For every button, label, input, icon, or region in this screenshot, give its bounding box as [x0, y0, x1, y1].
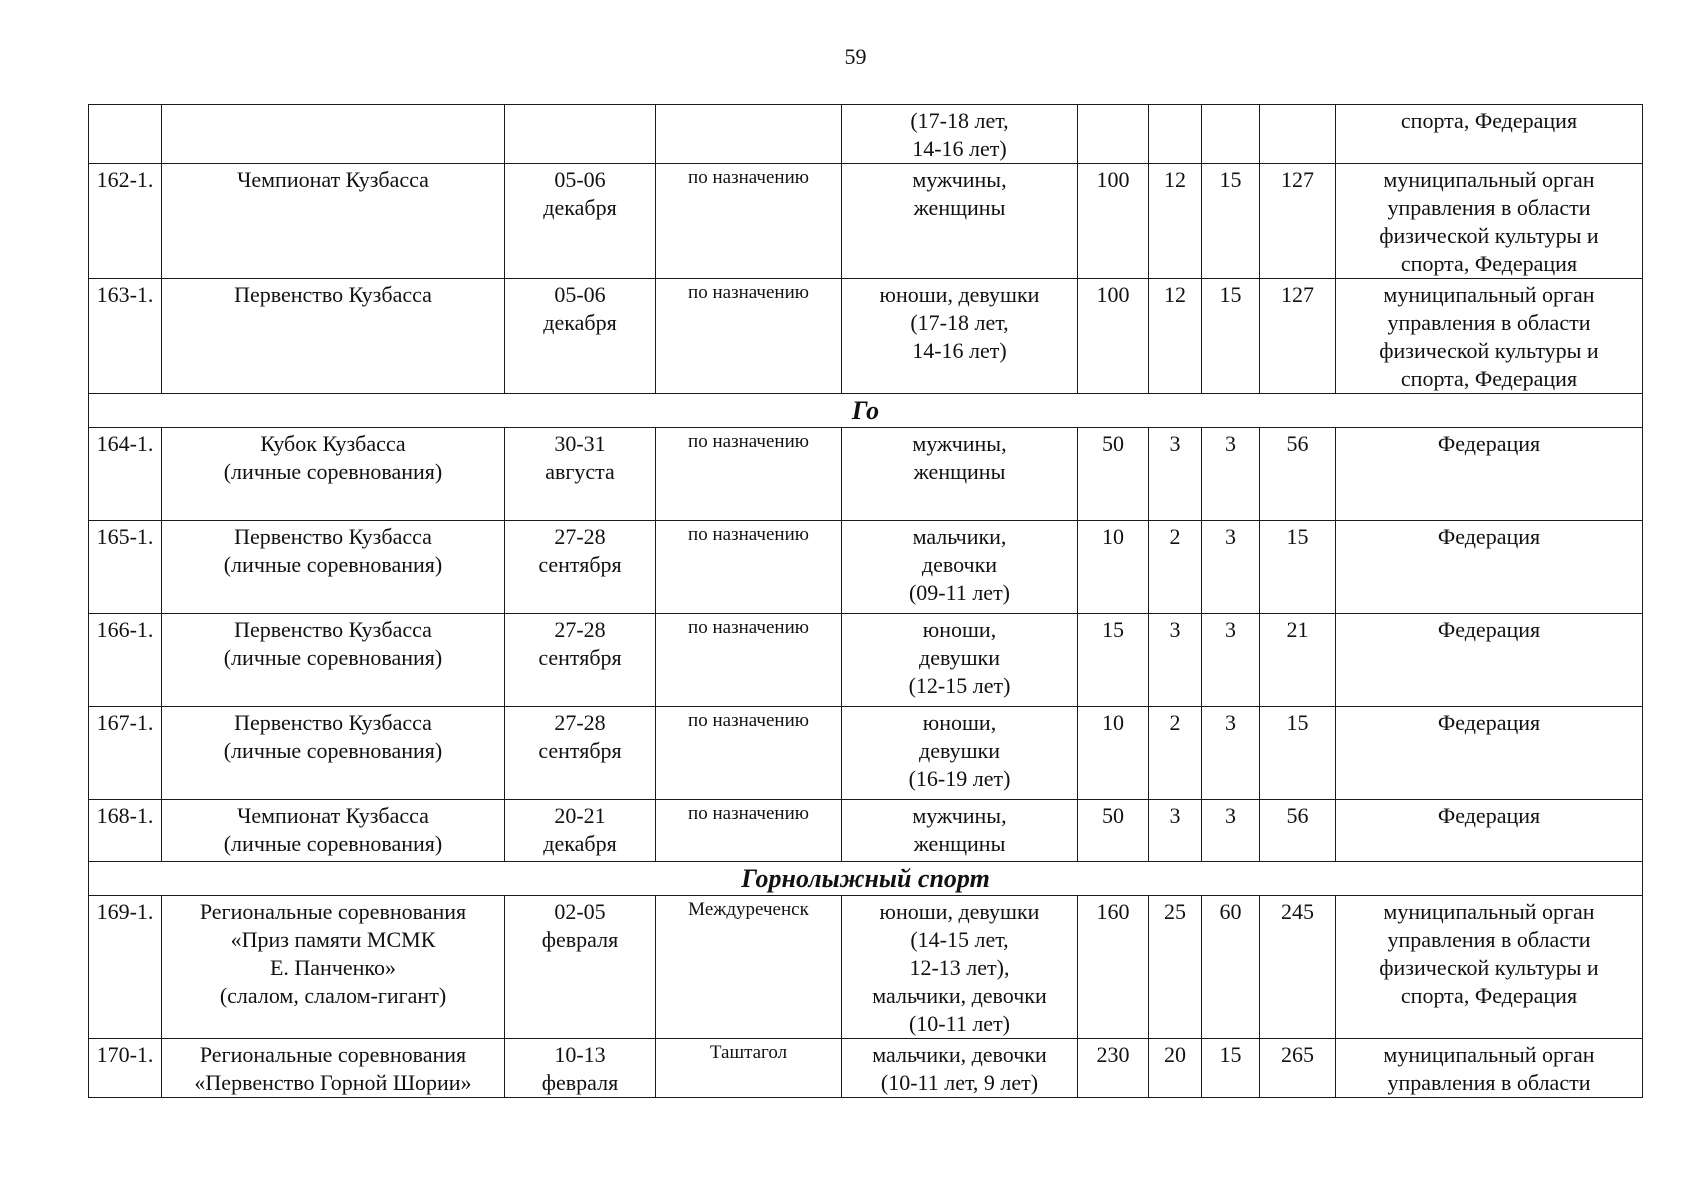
total-cell: 127 — [1260, 164, 1336, 279]
table-row — [89, 1039, 1643, 1098]
participants-cell — [842, 521, 1078, 614]
count-cell-2: 20 — [1149, 1039, 1202, 1098]
organizer-cell-line: физической культуры и — [1379, 338, 1599, 363]
organizer-cell — [1336, 707, 1643, 800]
participants-cell-line: женщины — [913, 195, 1006, 220]
dates-cell-line: 05-06 — [554, 167, 606, 192]
organizer-cell-line: Федерация — [1437, 617, 1541, 642]
participants-cell-line: женщины — [913, 831, 1006, 856]
row-number-cell: 167-1. — [89, 707, 162, 800]
event-name-cell-line: Чемпионат Кузбасса — [237, 803, 429, 828]
dates-cell-line: 20-21 — [554, 803, 606, 828]
table-row — [89, 105, 1643, 164]
section-header-row — [89, 862, 1643, 896]
dates-cell-line: сентября — [538, 552, 622, 577]
participants-cell — [842, 896, 1078, 1039]
participants-cell-line: юноши, — [922, 617, 997, 642]
participants-cell-line: девушки — [919, 645, 1000, 670]
count-cell-2: 2 — [1149, 707, 1202, 800]
participants-cell-line: (10-11 лет) — [908, 1011, 1011, 1036]
event-name-cell — [162, 800, 505, 862]
count-cell-1: 50 — [1078, 800, 1149, 862]
events-table — [88, 104, 1643, 1098]
row-number-cell: 162-1. — [89, 164, 162, 279]
organizer-cell — [1336, 428, 1643, 521]
dates-cell-line: сентября — [538, 738, 622, 763]
dates-cell-line: декабря — [543, 310, 617, 335]
participants-cell-line: (12-15 лет) — [908, 673, 1011, 698]
participants-cell-line: (10-11 лет, 9 лет) — [880, 1070, 1039, 1095]
organizer-cell-line: Федерация — [1437, 431, 1541, 456]
count-cell-3: 3 — [1202, 800, 1260, 862]
venue-cell — [656, 105, 842, 164]
organizer-cell — [1336, 1039, 1643, 1098]
page-number: 59 — [844, 44, 867, 69]
organizer-cell-line: управления в области — [1387, 195, 1591, 220]
count-cell-1: 100 — [1078, 164, 1149, 279]
event-name-cell-line: Первенство Кузбасса — [234, 524, 432, 549]
count-cell-3: 3 — [1202, 707, 1260, 800]
participants-cell-line: (14-15 лет, — [910, 927, 1009, 952]
count-cell-3: 3 — [1202, 521, 1260, 614]
count-cell-2: 3 — [1149, 800, 1202, 862]
count-cell-2: 2 — [1149, 521, 1202, 614]
event-name-cell — [162, 1039, 505, 1098]
row-number-cell: 166-1. — [89, 614, 162, 707]
participants-cell-line: 14-16 лет) — [912, 338, 1007, 363]
dates-cell-line: августа — [545, 459, 615, 484]
row-number-cell: 169-1. — [89, 896, 162, 1039]
count-cell-1: 10 — [1078, 707, 1149, 800]
dates-cell — [505, 614, 656, 707]
section-header-row — [89, 394, 1643, 428]
dates-cell-line: 10-13 — [554, 1042, 606, 1067]
total-cell: 15 — [1260, 521, 1336, 614]
participants-cell — [842, 105, 1078, 164]
total-cell: 21 — [1260, 614, 1336, 707]
count-cell-2: 3 — [1149, 614, 1202, 707]
venue-cell: по назначению — [656, 279, 842, 394]
participants-cell — [842, 614, 1078, 707]
participants-cell-line: 14-16 лет) — [912, 136, 1007, 161]
event-name-cell — [162, 707, 505, 800]
participants-cell-line: юноши, — [922, 710, 997, 735]
dates-cell — [505, 1039, 656, 1098]
dates-cell — [505, 800, 656, 862]
event-name-cell-line: Первенство Кузбасса — [234, 710, 432, 735]
participants-cell-line: девушки — [919, 738, 1000, 763]
organizer-cell-line: муниципальный орган — [1383, 282, 1595, 307]
count-cell-2 — [1149, 105, 1202, 164]
organizer-cell-line: спорта, Федерация — [1400, 108, 1578, 133]
organizer-cell — [1336, 279, 1643, 394]
total-cell — [1260, 105, 1336, 164]
organizer-cell-line: управления в области — [1387, 1070, 1591, 1095]
table-row — [89, 164, 1643, 279]
organizer-cell-line: Федерация — [1437, 803, 1541, 828]
row-number-cell: 170-1. — [89, 1039, 162, 1098]
event-name-cell — [162, 105, 505, 164]
dates-cell-line: февраля — [541, 1070, 619, 1095]
dates-cell — [505, 707, 656, 800]
count-cell-1: 100 — [1078, 279, 1149, 394]
event-name-cell — [162, 521, 505, 614]
participants-cell-line: 12-13 лет), — [909, 955, 1010, 980]
dates-cell-line: 27-28 — [554, 710, 606, 735]
participants-cell — [842, 428, 1078, 521]
event-name-cell-line: Первенство Кузбасса — [234, 282, 432, 307]
venue-cell: по назначению — [656, 521, 842, 614]
dates-cell-line: 27-28 — [554, 524, 606, 549]
total-cell: 56 — [1260, 800, 1336, 862]
venue-cell: по назначению — [656, 707, 842, 800]
event-name-cell-line: (личные соревнования) — [223, 552, 443, 577]
dates-cell-line: 27-28 — [554, 617, 606, 642]
row-number-cell: 165-1. — [89, 521, 162, 614]
row-number-cell: 163-1. — [89, 279, 162, 394]
event-name-cell — [162, 279, 505, 394]
count-cell-1: 10 — [1078, 521, 1149, 614]
participants-cell — [842, 164, 1078, 279]
total-cell: 15 — [1260, 707, 1336, 800]
participants-cell-line: мужчины, — [912, 803, 1007, 828]
participants-cell-line: девочки — [921, 552, 998, 577]
organizer-cell-line: физической культуры и — [1379, 223, 1599, 248]
participants-cell — [842, 1039, 1078, 1098]
organizer-cell-line: муниципальный орган — [1383, 899, 1595, 924]
event-name-cell-line: Е. Панченко» — [269, 955, 397, 980]
count-cell-3: 3 — [1202, 614, 1260, 707]
organizer-cell-line: спорта, Федерация — [1400, 983, 1578, 1008]
participants-cell-line: мальчики, — [912, 524, 1007, 549]
dates-cell — [505, 428, 656, 521]
table-row — [89, 896, 1643, 1039]
organizer-cell — [1336, 800, 1643, 862]
venue-cell: по назначению — [656, 800, 842, 862]
event-name-cell-line: Чемпионат Кузбасса — [237, 167, 429, 192]
count-cell-2: 25 — [1149, 896, 1202, 1039]
participants-cell-line: (17-18 лет, — [910, 310, 1009, 335]
organizer-cell — [1336, 896, 1643, 1039]
dates-cell-line: декабря — [543, 831, 617, 856]
organizer-cell-line: управления в области — [1387, 310, 1591, 335]
count-cell-3: 15 — [1202, 1039, 1260, 1098]
row-number-cell — [89, 105, 162, 164]
dates-cell-line: 30-31 — [554, 431, 606, 456]
organizer-cell — [1336, 105, 1643, 164]
count-cell-2: 3 — [1149, 428, 1202, 521]
venue-cell: Междуреченск — [656, 896, 842, 1039]
event-name-cell — [162, 896, 505, 1039]
dates-cell — [505, 896, 656, 1039]
venue-cell: по назначению — [656, 428, 842, 521]
count-cell-1 — [1078, 105, 1149, 164]
row-number-cell: 164-1. — [89, 428, 162, 521]
participants-cell-line: (16-19 лет) — [908, 766, 1011, 791]
organizer-cell-line: спорта, Федерация — [1400, 366, 1578, 391]
dates-cell — [505, 105, 656, 164]
event-name-cell — [162, 614, 505, 707]
dates-cell — [505, 279, 656, 394]
participants-cell-line: мужчины, — [912, 431, 1007, 456]
organizer-cell-line: физической культуры и — [1379, 955, 1599, 980]
participants-cell-line: женщины — [913, 459, 1006, 484]
dates-cell-line: декабря — [543, 195, 617, 220]
organizer-cell-line: Федерация — [1437, 524, 1541, 549]
table-row — [89, 279, 1643, 394]
event-name-cell-line: Кубок Кузбасса — [260, 431, 406, 456]
event-name-cell-line: (личные соревнования) — [223, 831, 443, 856]
count-cell-3: 60 — [1202, 896, 1260, 1039]
count-cell-1: 160 — [1078, 896, 1149, 1039]
count-cell-2: 12 — [1149, 164, 1202, 279]
event-name-cell-line: Региональные соревнования — [199, 899, 467, 924]
count-cell-1: 50 — [1078, 428, 1149, 521]
participants-cell — [842, 707, 1078, 800]
organizer-cell — [1336, 614, 1643, 707]
event-name-cell — [162, 428, 505, 521]
participants-cell — [842, 279, 1078, 394]
event-name-cell-line: (личные соревнования) — [223, 738, 443, 763]
total-cell: 265 — [1260, 1039, 1336, 1098]
organizer-cell — [1336, 521, 1643, 614]
event-name-cell-line: «Приз памяти МСМК — [230, 927, 436, 952]
row-number-cell: 168-1. — [89, 800, 162, 862]
organizer-cell-line: управления в области — [1387, 927, 1591, 952]
participants-cell-line: мальчики, девочки — [872, 983, 1047, 1008]
event-name-cell-line: Региональные соревнования — [199, 1042, 467, 1067]
count-cell-1: 230 — [1078, 1039, 1149, 1098]
event-name-cell-line: Первенство Кузбасса — [234, 617, 432, 642]
organizer-cell — [1336, 164, 1643, 279]
organizer-cell-line: муниципальный орган — [1383, 1042, 1595, 1067]
event-name-cell — [162, 164, 505, 279]
organizer-cell-line: муниципальный орган — [1383, 167, 1595, 192]
table-row — [89, 521, 1643, 614]
participants-cell — [842, 800, 1078, 862]
venue-cell: по назначению — [656, 164, 842, 279]
table-row — [89, 707, 1643, 800]
section-title: Горнолыжный спорт — [89, 862, 1643, 896]
organizer-cell-line: спорта, Федерация — [1400, 251, 1578, 276]
dates-cell-line: 02-05 — [554, 899, 606, 924]
participants-cell-line: юноши, девушки — [879, 899, 1040, 924]
dates-cell-line: 05-06 — [554, 282, 606, 307]
organizer-cell-line: Федерация — [1437, 710, 1541, 735]
section-title: Го — [89, 394, 1643, 428]
total-cell: 245 — [1260, 896, 1336, 1039]
event-name-cell-line: (личные соревнования) — [223, 645, 443, 670]
venue-cell: Таштагол — [656, 1039, 842, 1098]
count-cell-3 — [1202, 105, 1260, 164]
table-row — [89, 428, 1643, 521]
participants-cell-line: юноши, девушки — [879, 282, 1040, 307]
count-cell-2: 12 — [1149, 279, 1202, 394]
event-name-cell-line: (личные соревнования) — [223, 459, 443, 484]
participants-cell-line: мальчики, девочки — [872, 1042, 1047, 1067]
dates-cell-line: февраля — [541, 927, 619, 952]
table-row — [89, 800, 1643, 862]
count-cell-1: 15 — [1078, 614, 1149, 707]
count-cell-3: 15 — [1202, 279, 1260, 394]
participants-cell-line: мужчины, — [912, 167, 1007, 192]
total-cell: 56 — [1260, 428, 1336, 521]
event-name-cell-line: (слалом, слалом-гигант) — [219, 983, 447, 1008]
dates-cell — [505, 164, 656, 279]
total-cell: 127 — [1260, 279, 1336, 394]
participants-cell-line: (09-11 лет) — [908, 580, 1011, 605]
participants-cell-line: (17-18 лет, — [910, 108, 1009, 133]
count-cell-3: 3 — [1202, 428, 1260, 521]
venue-cell: по назначению — [656, 614, 842, 707]
table-row — [89, 614, 1643, 707]
count-cell-3: 15 — [1202, 164, 1260, 279]
dates-cell — [505, 521, 656, 614]
dates-cell-line: сентября — [538, 645, 622, 670]
event-name-cell-line: «Первенство Горной Шории» — [194, 1070, 472, 1095]
